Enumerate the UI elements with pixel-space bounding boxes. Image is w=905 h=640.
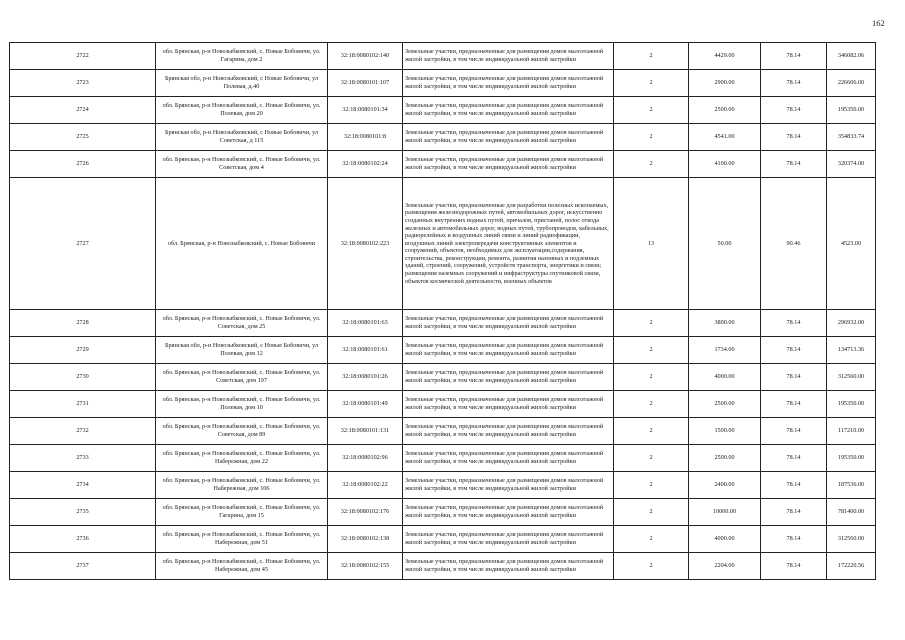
cadastral-number-cell: 32:18:0080102:176	[328, 499, 403, 526]
category-code-cell: 13	[614, 178, 689, 310]
specific-value-cell: 78.14	[761, 364, 827, 391]
cadastral-value-cell: 187536.00	[827, 472, 876, 499]
cadastral-number-cell: 32:18:0080101:26	[328, 364, 403, 391]
cadastral-number-cell: 32:18:0080102:96	[328, 445, 403, 472]
table-row	[10, 310, 876, 337]
category-code-cell: 2	[614, 337, 689, 364]
row-number: 2735	[10, 499, 156, 526]
table-row	[10, 97, 876, 124]
category-code-cell: 2	[614, 70, 689, 97]
specific-value-cell: 78.14	[761, 418, 827, 445]
cadastral-number-cell: 32:18:0080102:22	[328, 472, 403, 499]
land-use-cell: Земельные участки, предназначенные для размещения домов малоэтажной жилой застройки, в том числе индивидуальной жилой застройки	[403, 472, 614, 499]
cadastral-value-cell: 354833.74	[827, 124, 876, 151]
area-cell: 2900.00	[689, 70, 761, 97]
category-code-cell: 2	[614, 553, 689, 580]
area-cell: 2204.00	[689, 553, 761, 580]
land-use-cell: Земельные участки, предназначенные для размещения домов малоэтажной жилой застройки, в том числе индивидуальной жилой застройки	[403, 553, 614, 580]
address-cell: обл. Брянская, р-н Новозыбковский, с. Новые Бобовичи, ул. Полевая, дом 20	[156, 97, 328, 124]
category-code-cell: 2	[614, 391, 689, 418]
row-number: 2728	[10, 310, 156, 337]
land-use-cell: Земельные участки, предназначенные для размещения домов малоэтажной жилой застройки, в том числе индивидуальной жилой застройки	[403, 418, 614, 445]
area-cell: 2500.00	[689, 445, 761, 472]
cadastral-number-cell: 32:18:0080101:63	[328, 310, 403, 337]
land-use-cell: Земельные участки, предназначенные для размещения домов малоэтажной жилой застройки, в том числе индивидуальной жилой застройки	[403, 445, 614, 472]
specific-value-cell: 78.14	[761, 391, 827, 418]
table-row	[10, 124, 876, 151]
table-row	[10, 178, 876, 310]
page-number: 162	[872, 18, 885, 28]
specific-value-cell: 78.14	[761, 445, 827, 472]
cadastral-value-cell: 117210.00	[827, 418, 876, 445]
area-cell: 3800.00	[689, 310, 761, 337]
cadastral-value-cell: 195350.00	[827, 445, 876, 472]
row-number: 2737	[10, 553, 156, 580]
cadastral-number-cell: 32:18:0080101:34	[328, 97, 403, 124]
specific-value-cell: 78.14	[761, 43, 827, 70]
category-code-cell: 2	[614, 97, 689, 124]
category-code-cell: 2	[614, 124, 689, 151]
address-cell: Брянская обл, р-н Новозыбковский, с Новые Бобовичи, ул Полевая, дом 12	[156, 337, 328, 364]
specific-value-cell: 78.14	[761, 97, 827, 124]
address-cell: обл. Брянская, р-н Новозыбковский, с. Новые Бобовичи, ул. Набережная, дом 106	[156, 472, 328, 499]
cadastral-number-cell: 32:18:0080102:155	[328, 553, 403, 580]
row-number: 2731	[10, 391, 156, 418]
cadastral-number-cell: 32:18:0080101:107	[328, 70, 403, 97]
cadastral-number-cell: 32:18:0080102:138	[328, 526, 403, 553]
area-cell: 4000.00	[689, 526, 761, 553]
table-row	[10, 43, 876, 70]
address-cell: Брянская обл, р-н Новозыбковский, с Новые Бобовичи, ул Советская, д 115	[156, 124, 328, 151]
cadastral-number-cell: 32:18:0080101:8	[328, 124, 403, 151]
table-row	[10, 151, 876, 178]
area-cell: 4100.00	[689, 151, 761, 178]
cadastral-value-cell: 172220.56	[827, 553, 876, 580]
specific-value-cell: 78.14	[761, 310, 827, 337]
cadastral-value-cell: 312560.00	[827, 526, 876, 553]
table-row	[10, 418, 876, 445]
area-cell: 50.00	[689, 178, 761, 310]
category-code-cell: 2	[614, 445, 689, 472]
table-row	[10, 445, 876, 472]
cadastral-value-cell: 296932.00	[827, 310, 876, 337]
table-row	[10, 526, 876, 553]
area-cell: 4429.00	[689, 43, 761, 70]
land-use-cell: Земельные участки, предназначенные для размещения домов малоэтажной жилой застройки, в том числе индивидуальной жилой застройки	[403, 364, 614, 391]
land-use-cell: Земельные участки, предназначенные для размещения домов малоэтажной жилой застройки, в том числе индивидуальной жилой застройки	[403, 391, 614, 418]
address-cell: Брянская обл, р-н Новозыбковский, с Новые Бобовичи, ул Полевая, д.40	[156, 70, 328, 97]
row-number: 2726	[10, 151, 156, 178]
cadastral-value-cell: 312560.00	[827, 364, 876, 391]
cadastral-number-cell: 32:18:0080101:49	[328, 391, 403, 418]
table-row	[10, 70, 876, 97]
specific-value-cell: 78.14	[761, 553, 827, 580]
cadastral-value-cell: 781400.00	[827, 499, 876, 526]
specific-value-cell: 78.14	[761, 526, 827, 553]
row-number: 2724	[10, 97, 156, 124]
area-cell: 4000.00	[689, 364, 761, 391]
table-row	[10, 337, 876, 364]
address-cell: обл. Брянская, р-н Новозыбковский, с. Новые Бобовичи, ул. Советская, дом 89	[156, 418, 328, 445]
cadastral-value-cell: 346082.06	[827, 43, 876, 70]
row-number: 2736	[10, 526, 156, 553]
specific-value-cell: 78.14	[761, 337, 827, 364]
specific-value-cell: 78.14	[761, 124, 827, 151]
cadastral-value-table	[9, 42, 876, 580]
specific-value-cell: 78.14	[761, 70, 827, 97]
land-use-cell: Земельные участки, предназначенные для размещения домов малоэтажной жилой застройки, в том числе индивидуальной жилой застройки	[403, 97, 614, 124]
category-code-cell: 2	[614, 364, 689, 391]
address-cell: обл. Брянская, р-н Новозыбковский, с. Новые Бобовичи, ул. Гагарина, дом 15	[156, 499, 328, 526]
cadastral-value-cell: 195350.00	[827, 97, 876, 124]
cadastral-value-cell: 195350.00	[827, 391, 876, 418]
cadastral-number-cell: 32:18:0080102:24	[328, 151, 403, 178]
specific-value-cell: 78.14	[761, 472, 827, 499]
row-number: 2723	[10, 70, 156, 97]
cadastral-number-cell: 32:18:0080101:61	[328, 337, 403, 364]
table-row	[10, 391, 876, 418]
address-cell: обл. Брянская, р-н Новозыбковский, с. Новые Бобовичи, ул. Набережная, дом 22	[156, 445, 328, 472]
land-use-cell: Земельные участки, предназначенные для размещения домов малоэтажной жилой застройки, в том числе индивидуальной жилой застройки	[403, 151, 614, 178]
land-use-cell: Земельные участки, предназначенные для размещения домов малоэтажной жилой застройки, в том числе индивидуальной жилой застройки	[403, 337, 614, 364]
address-cell: обл. Брянская, р-н Новозыбковский, с. Новые Бобовичи, ул. Набережная, дом 51	[156, 526, 328, 553]
area-cell: 2400.00	[689, 472, 761, 499]
cadastral-number-cell: 32:18:0080101:131	[328, 418, 403, 445]
row-number: 2734	[10, 472, 156, 499]
land-use-cell: Земельные участки, предназначенные для разработки полезных ископаемых, размещения железнодорожных путей, автомобильных дорог, искусственно созданных внутренних водных путей, причалов, пристаней, полос отвода железных и автомобильных дорог, водных путей, трубопроводов, кабельных, радиорелейных и воздушных линий связи и линий радиофикации, воздушных линий электропередачи конструктивных элементов и сооружений, объектов, необходимых для эксплуатации,содержания, строительства, реконструкции, ремонта, развития наземных и подземных зданий, строений, сооружений, устройств транспорта, энергетики и связи; размещения наземных сооружений и инфраструктуры спутниковой связи, объектов космической деятельности, военных объектов	[403, 178, 614, 310]
row-number: 2725	[10, 124, 156, 151]
address-cell: обл. Брянская, р-н Новозыбковский, с. Новые Бобовичи, ул. Гагарина, дом 2	[156, 43, 328, 70]
row-number: 2722	[10, 43, 156, 70]
land-use-cell: Земельные участки, предназначенные для размещения домов малоэтажной жилой застройки, в том числе индивидуальной жилой застройки	[403, 499, 614, 526]
area-cell: 2500.00	[689, 391, 761, 418]
category-code-cell: 2	[614, 310, 689, 337]
address-cell: обл. Брянская, р-н Новозыбковский, с. Новые Бобовичи, ул. Набережная, дом 45	[156, 553, 328, 580]
address-cell: обл. Брянская, р-н Новозыбковский, с. Новые Бобовичи, ул. Полевая, дом 10	[156, 391, 328, 418]
land-use-cell: Земельные участки, предназначенные для размещения домов малоэтажной жилой застройки, в том числе индивидуальной жилой застройки	[403, 43, 614, 70]
row-number: 2729	[10, 337, 156, 364]
cadastral-value-cell: 226606.00	[827, 70, 876, 97]
category-code-cell: 2	[614, 472, 689, 499]
specific-value-cell: 78.14	[761, 151, 827, 178]
specific-value-cell: 78.14	[761, 499, 827, 526]
address-cell: обл. Брянская, р-н Новозыбковский, с. Новые Бобовичи	[156, 178, 328, 310]
cadastral-number-cell: 32:18:0080102:223	[328, 178, 403, 310]
category-code-cell: 2	[614, 418, 689, 445]
table-row	[10, 499, 876, 526]
row-number: 2732	[10, 418, 156, 445]
land-use-cell: Земельные участки, предназначенные для размещения домов малоэтажной жилой застройки, в том числе индивидуальной жилой застройки	[403, 310, 614, 337]
category-code-cell: 2	[614, 43, 689, 70]
table-row	[10, 364, 876, 391]
area-cell: 2500.00	[689, 97, 761, 124]
table-row	[10, 553, 876, 580]
cadastral-value-cell: 4523.00	[827, 178, 876, 310]
area-cell: 1734.00	[689, 337, 761, 364]
category-code-cell: 2	[614, 151, 689, 178]
address-cell: обл. Брянская, р-н Новозыбковский, с. Новые Бобовичи, ул. Советская, дом 25	[156, 310, 328, 337]
table-body	[10, 43, 876, 580]
cadastral-value-cell: 320374.00	[827, 151, 876, 178]
address-cell: обл. Брянская, р-н Новозыбковский, с. Новые Бобовичи, ул. Советская, дом 197	[156, 364, 328, 391]
land-use-cell: Земельные участки, предназначенные для размещения домов малоэтажной жилой застройки, в том числе индивидуальной жилой застройки	[403, 70, 614, 97]
land-use-cell: Земельные участки, предназначенные для размещения домов малоэтажной жилой застройки, в том числе индивидуальной жилой застройки	[403, 526, 614, 553]
area-cell: 1500.00	[689, 418, 761, 445]
row-number: 2730	[10, 364, 156, 391]
row-number: 2733	[10, 445, 156, 472]
table-row	[10, 472, 876, 499]
land-use-cell: Земельные участки, предназначенные для размещения домов малоэтажной жилой застройки, в том числе индивидуальной жилой застройки	[403, 124, 614, 151]
category-code-cell: 2	[614, 526, 689, 553]
area-cell: 4541.00	[689, 124, 761, 151]
cadastral-value-cell: 134713.36	[827, 337, 876, 364]
row-number: 2727	[10, 178, 156, 310]
specific-value-cell: 90.46	[761, 178, 827, 310]
area-cell: 10000.00	[689, 499, 761, 526]
address-cell: обл. Брянская, р-н Новозыбковский, с. Новые Бобовичи, ул. Советская, дом 4	[156, 151, 328, 178]
cadastral-number-cell: 32:18:0080102:140	[328, 43, 403, 70]
category-code-cell: 2	[614, 499, 689, 526]
